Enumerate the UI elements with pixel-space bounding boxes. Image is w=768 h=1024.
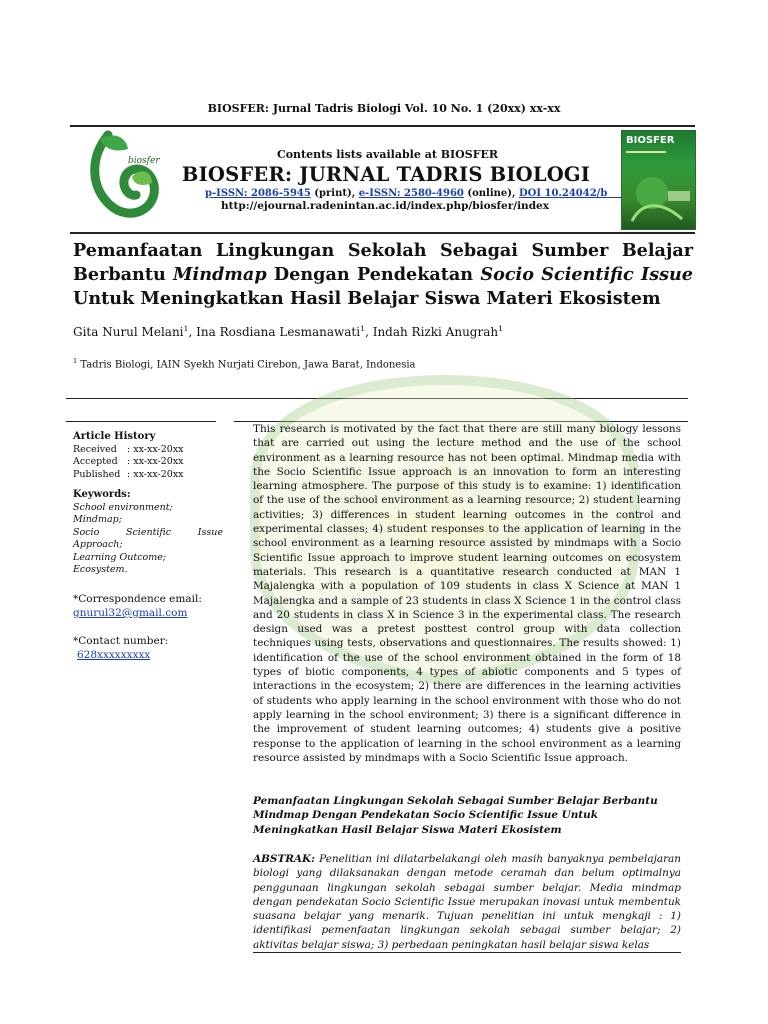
- abstrak-indonesian: [253, 852, 681, 952]
- history-label: Accepted: [73, 456, 118, 467]
- keyword-item: Mindmap;: [73, 514, 122, 525]
- history-value: : xx-xx-20xx: [127, 456, 184, 467]
- title-text-3: Untuk Meningkatkan Hasil Belajar Siswa Materi Ekosistem: [73, 288, 661, 309]
- issn-line: [205, 188, 639, 199]
- affiliation: [73, 357, 416, 370]
- keywords: [73, 489, 223, 577]
- keyword-item: Socio Scientific Issue: [73, 526, 223, 538]
- eissn-link[interactable]: e-ISSN: 2580-4960: [358, 188, 464, 199]
- history-label: Published: [73, 468, 121, 480]
- history-received: [73, 444, 223, 457]
- author-2-sup: 1: [360, 324, 366, 333]
- keywords-heading: Keywords:: [73, 489, 131, 500]
- title-italic-ssi: Socio Scientific Issue: [480, 264, 693, 285]
- correspondence: [73, 592, 223, 620]
- journal-logo: [70, 127, 184, 229]
- affiliation-sup: 1: [73, 357, 78, 365]
- article-history: [73, 431, 223, 481]
- rule-top: [66, 398, 688, 399]
- abstrak-text: Penelitian ini dilatarbelakangi oleh masih banyaknya pembelajaran biologi yang dilaksanakan dengan metode ceramah dan belum optimalnya penggunaan lingkungan sekolah sebagai sumber belajar. Media mindmap dengan pendekatan Socio Scientific Issue merupakan inovasi untuk membentuk suasana belajar yang menarik. Tujuan penelitian ini untuk mengkaji : 1) identifikasi pemenfaatan lingkungan sekolah sebagai sumber belajar; 2) aktivitas belajar siswa; 3) perbedaan peningkatan hasil belajar siswa kelas: [253, 853, 681, 951]
- article-title: [73, 239, 693, 311]
- author-list: Gita Nurul Melani$^1$, Ina Rosdiana Lesmanawati$^1$, Indah Rizki Anugrah$^1$: [73, 324, 504, 339]
- author-2: Ina Rosdiana Lesmanawati: [196, 325, 361, 339]
- contact: [73, 634, 223, 662]
- title-text-2: Dengan Pendekatan: [266, 264, 481, 285]
- indonesian-title: Pemanfaatan Lingkungan Sekolah Sebagai Sumber Belajar Berbantu Mindmap Dengan Pendekatan Socio Scientific Issue Untuk Meningkatkan Hasil Belajar Siswa Materi Ekosistem: [253, 795, 658, 836]
- running-header: BIOSFER: Jurnal Tadris Biologi Vol. 10 No. 1 (20xx) xx-xx: [207, 102, 561, 115]
- abstract-english: This research is motivated by the fact that there are still many biology lessons that are carried out using the lecture method and the use of the school environment as a learning resource has not been optimal. Mindmap media with the Socio Scientific Issue approach is an innovation to form an interesting learning atmosphere. The purpose of this study is to examine: 1) identification of the use of the school environment as a learning resource; 2) student learning activities; 3) differences in student learning outcomes in the control and experimental classes; 4) student responses to the application of learning in the school environment as a learning resource assisted by mindmaps with a Socio Scientific Issue approach to improve student learning outcomes on ecosystem materials. This research is a quantitative research conducted at MAN 1 Majalengka with a population of 109 students in class X Science at MAN 1 Majalengka and a sample of 23 students in class X Science 1 in the control class and 20 students in class X in Science 3 in the experimental class. The research design used was a pretest posttest control group with data collection techniques using tests, observations and questionnaires. The results showed: 1) identification of the use of the school environment obtained in the form of 18 types of biotic components, 4 types of abiotic components and 5 types of interactions in the ecosystem; 2) there are differences in the learning activities of students who apply learning in the school environment with those who do not apply learning in the school environment; 3) there is a significant difference in the improvement of student learning outcomes; 4) students give a positive response to the application of learning in the school environment as a learning resource assisted by mindmaps with a Socio Scientific Issue approach.: [253, 423, 681, 764]
- keyword-item: School environment;: [73, 501, 173, 513]
- keyword-item: Approach;: [73, 539, 123, 550]
- doi-link[interactable]: DOI 10.24042/b: [518, 188, 608, 199]
- abstrak-lead: ABSTRAK:: [253, 853, 315, 865]
- author-3: Indah Rizki Anugrah: [372, 325, 499, 339]
- author-3-sup: 1: [498, 324, 504, 333]
- correspondence-label: *Correspondence email:: [73, 593, 202, 605]
- affiliation-text: Tadris Biologi, IAIN Syekh Nurjati Cirebon, Jawa Barat, Indonesia: [77, 359, 416, 371]
- journal-name: BIOSFER: JURNAL TADRIS BIOLOGI: [181, 163, 591, 186]
- history-published: [73, 469, 223, 482]
- history-heading: Article History: [73, 431, 156, 442]
- author-1: Gita Nurul Melani: [73, 325, 184, 339]
- history-value: : xx-xx-20xx: [127, 468, 184, 480]
- keyword-item: Learning Outcome;: [73, 551, 167, 563]
- cover-title: BIOSFER: [626, 135, 675, 146]
- contact-number[interactable]: 628xxxxxxxxx: [77, 649, 151, 661]
- author-1-sup: 1: [183, 324, 189, 333]
- journal-cover-image: [621, 130, 696, 230]
- history-value: : xx-xx-20xx: [127, 443, 184, 455]
- title-italic-mindmap: Mindmap: [173, 264, 267, 285]
- header-rule-bottom: [70, 232, 695, 234]
- sidebar-rule: [66, 421, 216, 422]
- history-label: Received: [73, 443, 117, 455]
- pissn-link[interactable]: p-ISSN: 2086-5945: [205, 188, 311, 199]
- svg-text:biosfer: biosfer: [128, 156, 160, 166]
- correspondence-email-link[interactable]: gnurul32@gmail.com: [73, 607, 188, 619]
- contact-label: *Contact number:: [73, 635, 169, 647]
- journal-url[interactable]: http://ejournal.radenintan.ac.id/index.php/biosfer/index: [221, 200, 549, 212]
- history-accepted: [73, 456, 223, 469]
- title-text-1: Pemanfaatan Lingkungan Sekolah Sebagai Sumber Belajar Berbantu: [73, 240, 693, 285]
- pissn-suffix: (print),: [310, 188, 359, 199]
- keyword-item: Ecosystem.: [73, 564, 128, 575]
- contents-line: Contents lists available at BIOSFER: [276, 148, 499, 161]
- eissn-suffix: (online),: [463, 188, 519, 199]
- page-bottom-rule: [253, 952, 681, 953]
